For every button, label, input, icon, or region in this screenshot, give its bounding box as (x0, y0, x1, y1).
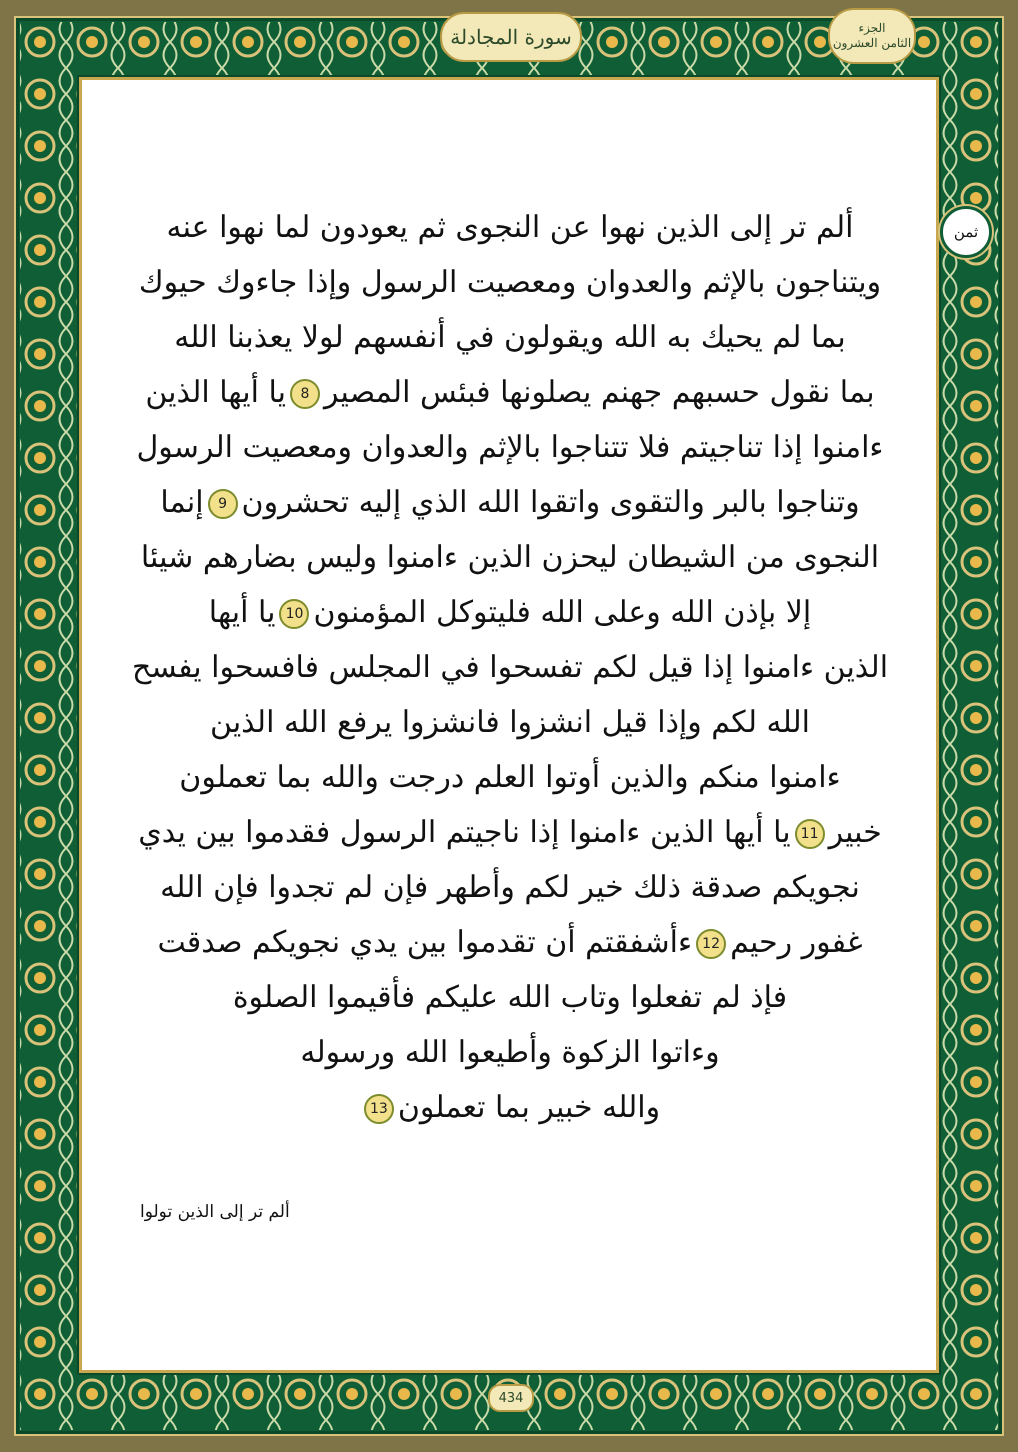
verse-line (120, 200, 900, 255)
ayah-number-marker: 12 (696, 929, 726, 959)
verse-text-continued: يا أيها الذين ءامنوا إذا ناجيتم الرسول فقدموا بين يدي (138, 815, 791, 850)
verse-line (120, 1025, 900, 1080)
ayah-number-marker: 10 (279, 599, 309, 629)
verse-text: الذين ءامنوا إذا قيل لكم تفسحوا في المجلس فافسحوا يفسح (131, 650, 889, 685)
verse-text: النجوى من الشيطان ليحزن الذين ءامنوا وليس بضارهم شيئا (140, 540, 880, 575)
ayah-number-marker: 11 (795, 819, 825, 849)
verse-text: غفور رحيم (730, 925, 863, 960)
hizb-marker-label: ثمن (953, 223, 979, 241)
surah-name: سورة المجادلة (450, 25, 572, 49)
ayah-number-marker: 13 (364, 1094, 394, 1124)
verse-line (120, 585, 900, 640)
verse-line (120, 530, 900, 585)
verse-text: والله خبير بما تعملون (397, 1090, 661, 1125)
juz-banner (828, 8, 916, 64)
verse-text: ءامنوا إذا تناجيتم فلا تتناجوا بالإثم والعدوان ومعصيت الرسول (136, 430, 884, 465)
verse-text: بما نقول حسبهم جهنم يصلونها فبئس المصير (323, 375, 875, 410)
hizb-marker (940, 206, 992, 258)
verse-text-continued: يا أيها الذين (145, 375, 286, 410)
verse-text: بما لم يحيك به الله ويقولون في أنفسهم لولا يعذبنا الله (174, 320, 846, 355)
verse-text: ءامنوا منكم والذين أوتوا العلم درجت والله بما تعملون (179, 760, 841, 795)
verse-line (120, 640, 900, 695)
ayah-number-marker: 8 (290, 379, 320, 409)
verse-line (120, 970, 900, 1025)
catchword: ألم تر إلى الذين تولوا (140, 1202, 290, 1222)
verse-line (120, 255, 900, 310)
verse-text-continued: إنما (160, 485, 204, 520)
verse-line (120, 420, 900, 475)
verse-line (120, 475, 900, 530)
juz-label: الجزء (858, 21, 886, 35)
verse-line (120, 915, 900, 970)
ayah-number-marker: 9 (208, 489, 238, 519)
verse-line (120, 310, 900, 365)
verse-line (120, 860, 900, 915)
verse-line (120, 365, 900, 420)
verse-line (120, 1080, 900, 1135)
verses-block (120, 200, 900, 1135)
verse-text: وتناجوا بالبر والتقوى واتقوا الله الذي إليه تحشرون (241, 485, 860, 520)
juz-name: الثامن العشرون (832, 36, 912, 50)
verse-line (120, 805, 900, 860)
verse-text: ألم تر إلى الذين نهوا عن النجوى ثم يعودون لما نهوا عنه (166, 210, 854, 245)
verse-line (120, 695, 900, 750)
verse-text: فإذ لم تفعلوا وتاب الله عليكم فأقيموا الصلوة (232, 980, 788, 1015)
verse-text-continued: يا أيها (208, 595, 276, 630)
verse-line (120, 750, 900, 805)
verse-text: الله لكم وإذا قيل انشزوا فانشزوا يرفع الله الذين (210, 705, 810, 740)
verse-text: وءاتوا الزكوة وأطيعوا الله ورسوله (300, 1035, 720, 1070)
page-number: 434 (488, 1384, 534, 1412)
verse-text: نجويكم صدقة ذلك خير لكم وأطهر فإن لم تجدوا فإن الله (160, 870, 860, 905)
verse-text: ويتناجون بالإثم والعدوان ومعصيت الرسول وإذا جاءوك حيوك (138, 265, 882, 300)
verse-text-continued: ءأشفقتم أن تقدموا بين يدي نجويكم صدقت (157, 925, 693, 960)
verse-text: إلا بإذن الله وعلى الله فليتوكل المؤمنون (313, 595, 812, 630)
surah-name-banner (440, 12, 582, 62)
verse-text: خبير (828, 815, 882, 850)
